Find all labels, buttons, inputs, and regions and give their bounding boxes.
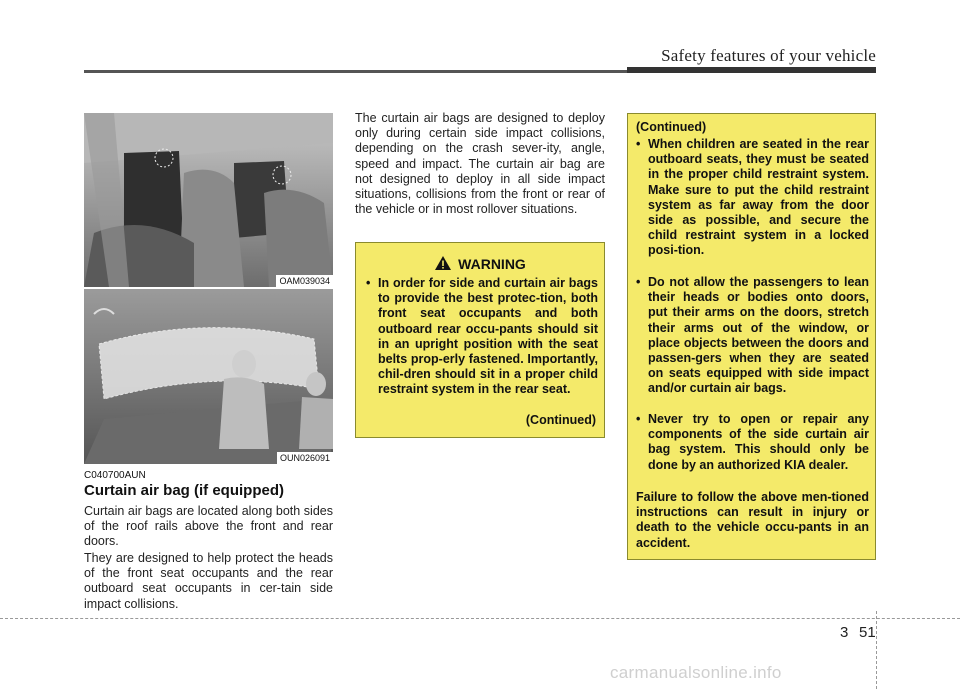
middle-paragraph: The curtain air bags are designed to deploy only during certain side impact collisions, depending on the crash sever-ity, angle, speed and impact. The curtain air bag are not designed to deploy in all side impact situations, collisions from the front or rear of the vehicle or in most rollover situations. xyxy=(355,111,605,217)
photo-label-2: OUN026091 xyxy=(277,452,333,464)
warning-heading xyxy=(356,255,604,272)
bullet: • xyxy=(636,275,641,289)
section-number: 3 xyxy=(840,624,849,641)
curtain-airbag-photo-2 xyxy=(84,289,333,464)
page-number: 51 xyxy=(859,624,876,641)
paragraph-1: Curtain air bags are located along both sides of the roof rails above the front and rear doors. xyxy=(84,504,333,549)
page-header-title: Safety features of your vehicle xyxy=(661,46,876,65)
continued-item-3-text: Never try to open or repair any components of the side curtain air bag system. This should only be done by an authorized KIA dealer. xyxy=(648,412,869,472)
footer-divider xyxy=(876,611,877,689)
watermark: carmanualsonline.info xyxy=(610,663,782,682)
continued-label: (Continued) xyxy=(636,120,707,134)
warning-item-text: In order for side and curtain air bags to provide the best protec-tion, both front seat occupants and both outboard rear occu-pants should sit in an upright position with the seat belts prop-erly fastened. Importantly, chil-dren should sit in a proper child restraint system in the rear seat. xyxy=(378,276,598,397)
warning-continued: (Continued) xyxy=(525,413,596,427)
continued-item-1-text: When children are seated in the rear outboard seats, they must be seated in the proper child restraint system. Make sure to put the child restraint system as far away from the door side as possible, and secure the child restraint system in a locked posi-tion. xyxy=(648,137,869,258)
warning-item xyxy=(366,276,598,398)
section-title: Curtain air bag (if equipped) xyxy=(84,482,285,499)
header-rule-accent xyxy=(627,67,876,73)
warning-box xyxy=(355,242,605,438)
continued-footer: Failure to follow the above men-tioned instructions can result in injury or death to the vehicle occu-pants in an accident. xyxy=(636,490,869,550)
section-code: C040700AUN xyxy=(84,470,146,481)
continued-item-3 xyxy=(636,412,869,473)
bullet: • xyxy=(636,412,641,426)
continued-item-2 xyxy=(636,275,869,397)
curtain-airbag-photo-1 xyxy=(84,113,333,287)
continued-item-2-text: Do not allow the passengers to lean their heads or bodies onto doors, put their arms on the doors, stretch their arms out of the window, or place objects between the doors and passen-gers when they are seated on seats equipped with side impact and/or curtain air bags. xyxy=(648,275,869,396)
continued-item-1 xyxy=(636,137,869,259)
footer-rule xyxy=(0,618,960,619)
bullet: • xyxy=(636,137,641,151)
photo-label-1: OAM039034 xyxy=(276,275,333,287)
warning-title: WARNING xyxy=(458,256,526,272)
warning-triangle-icon xyxy=(434,255,452,271)
paragraph-2: They are designed to help protect the heads of the front seat occupants and the rear outboard seat occupants in cer-tain side impact collisions. xyxy=(84,551,333,611)
continued-warning-box xyxy=(627,113,876,560)
bullet: • xyxy=(366,276,371,290)
